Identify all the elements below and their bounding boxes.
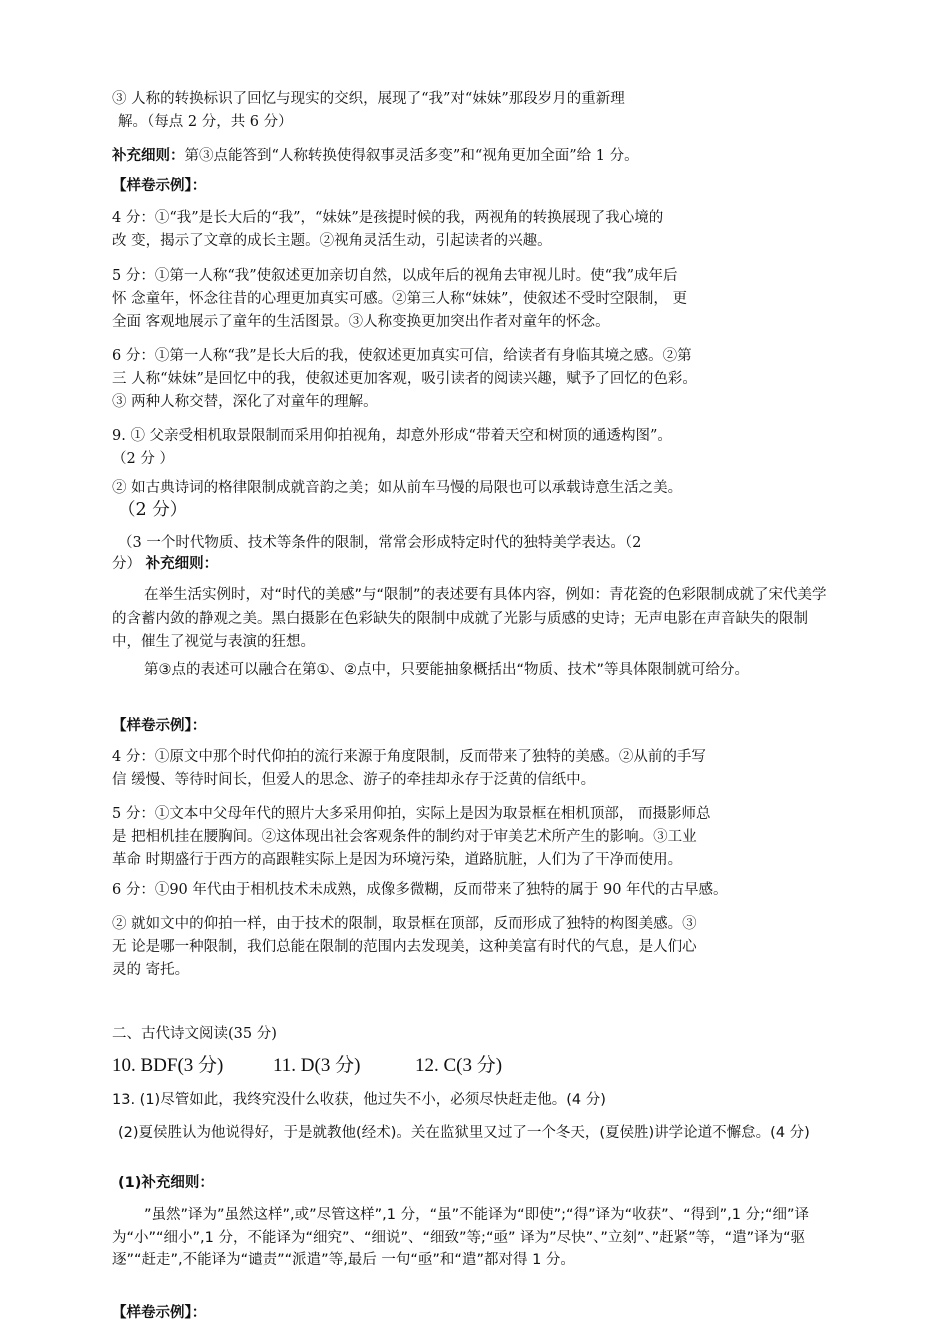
q9-point2-score: （2 分） [118, 500, 188, 520]
q9-point1-score: （2 分 ） [112, 451, 174, 467]
answer-11: 11. D(3 分) [273, 1055, 361, 1076]
q9-sample-5-line1: 5 分：①文本中父母年代的照片大多采用仰拍，实际上是因为取景框在相机顶部， 而摄影师总 [112, 806, 711, 822]
answer-10: 10. BDF(3 分) [112, 1055, 224, 1076]
q9-point3: （3 一个时代物质、技术等条件的限制，常常会形成特定时代的独特美学表达。（2 [118, 535, 642, 551]
q8-sample-4-line1: 4 分：①“我”是长大后的“我”，“妹妹”是孩提时候的我，两视角的转换展现了我心境的 [112, 210, 664, 226]
q8-sample-6-line1: 6 分：①第一人称“我”是长大后的我，使叙述更加真实可信，给读者有身临其境之感。②第 [112, 348, 692, 364]
q8-rule-text: 第③点能答到“人称转换使得叙事灵活多变”和“视角更加全面”给 1 分。 [184, 148, 639, 164]
q8-rule [112, 145, 832, 168]
q9-sample-5-line3: 革命 时期盛行于西方的高跟鞋实际上是因为环境污染，道路肮脏，人们为了干净而使用。 [112, 852, 683, 868]
q9-point3-score: 分） [112, 556, 141, 572]
q9-sample-6-line2: ② 就如文中的仰拍一样，由于技术的限制，取景框在顶部，反而形成了独特的构图美感。③ [112, 916, 697, 932]
q9-point2: ② 如古典诗词的格律限制成就音韵之美；如从前车马慢的局限也可以承载诗意生活之美。 [112, 480, 683, 496]
q9-sample-4-line2: 信 缓慢、等待时间长，但爱人的思念、游子的牵挂却永存于泛黄的信纸中。 [112, 772, 596, 788]
q9-rule-paragraph-2: 第③点的表述可以融合在第①、②点中，只要能抽象概括出“物质、技术”等具体限制就可给分。 [144, 662, 750, 678]
q9-sample-6-line4: 灵的 寄托。 [112, 962, 190, 978]
q8-sample-6-line3: ③ 两种人称交替，深化了对童年的理解。 [112, 394, 378, 410]
answer-12: 12. C(3 分) [415, 1055, 503, 1076]
q8-sample-5-line3: 全面 客观地展示了童年的生活图景。③人称变换更加突出作者对童年的怀念。 [112, 314, 610, 330]
q9-sample-6-line1: 6 分：①90 年代由于相机技术未成熟，成像多微糊，反而带来了独特的属于 90 年代的古早感。 [112, 882, 728, 898]
q9-point1: 9. ① 父亲受相机取景限制而采用仰拍视角，却意外形成“带着天空和树顶的通透构图”。 [112, 428, 672, 444]
q9-sample-label: 【样卷示例】： [112, 718, 207, 734]
q8-sample-5-line2: 怀 念童年，怀念往昔的心理更加真实可感。②第三人称“妹妹”，使叙述不受时空限制， 更 [112, 291, 688, 307]
q8-point3: ③ 人称的转换标识了回忆与现实的交织，展现了“我”对“妹妹”那段岁月的重新理 [112, 91, 625, 107]
q9-sample-4-line1: 4 分：①原文中那个时代仰拍的流行来源于角度限制，反而带来了独特的美感。②从前的手写 [112, 749, 706, 765]
q8-rule-label: 补充细则： [112, 148, 185, 164]
q8-sample-4-line2: 改 变，揭示了文章的成长主题。②视角灵活生动，引起读者的兴趣。 [112, 233, 552, 249]
q9-sample-5-line2: 是 把相机挂在腰胸间。②这体现出社会客观条件的制约对于审美艺术所产生的影响。③工业 [112, 829, 697, 845]
q8-sample-6-line2: 三 人称“妹妹”是回忆中的我，使叙述更加客观，吸引读者的阅读兴趣，赋予了回忆的色彩。 [112, 371, 697, 387]
q9-rule-paragraph-1: 在举生活实例时，对“时代的美感”与“限制”的表述要有具体内容，例如：青花瓷的色彩限制成就了宋代美学的含蓄内敛的静观之美。黑白摄影在色彩缺失的限制中成就了光影与质感的史诗；无声电影在声音缺失的限制中，催生了视觉与表演的狂想。 [112, 587, 827, 650]
q13-part2: (2)夏侯胜认为他说得好，于是就教他(经术)。关在监狱里又过了一个冬天，(夏侯胜)讲学论道不懈怠。(4 分) [118, 1125, 810, 1141]
section-2-heading: 二、古代诗文阅读(35 分) [112, 1026, 277, 1042]
q13-part1: 13. (1)尽管如此，我终究没什么收获，他过失不小，必须尽快赶走他。(4 分) [112, 1092, 606, 1108]
q13-sample-label: 【样卷示例】： [112, 1305, 207, 1321]
q13-rule-label: (1)补充细则： [118, 1175, 214, 1191]
q8-point3-cont: 解。（每点 2 分，共 6 分） [118, 114, 293, 130]
q9-point3-score-rule [112, 553, 832, 576]
q9-rule-label: 补充细则： [145, 556, 219, 572]
q9-sample-6-line3: 无 论是哪一种限制，我们总能在限制的范围内去发现美，这种美富有时代的气息，是人们心 [112, 939, 697, 955]
q13-rule-text: ”虽然”译为”虽然这样”,或”尽管这样”,1 分，“虽”不能译为“即使”;“得”译为“收获”、“得到”,1 分;“细”译为“小”“细小”,1 分，不能译为“细究”、“细说”、“细致”等;“亟” 译为”尽快”、”立刻”、”赶紧”等，“遣”译为“驱逐”“赶走”,不能译为“谴责”“派遣”等,最后 一句“亟”和“遣”都对得 1 分。 [112, 1207, 809, 1268]
q8-sample-label: 【样卷示例】： [112, 178, 207, 194]
q8-sample-5-line1: 5 分：①第一人称“我”使叙述更加亲切自然，以成年后的视角去审视儿时。使“我”成年后 [112, 268, 678, 284]
